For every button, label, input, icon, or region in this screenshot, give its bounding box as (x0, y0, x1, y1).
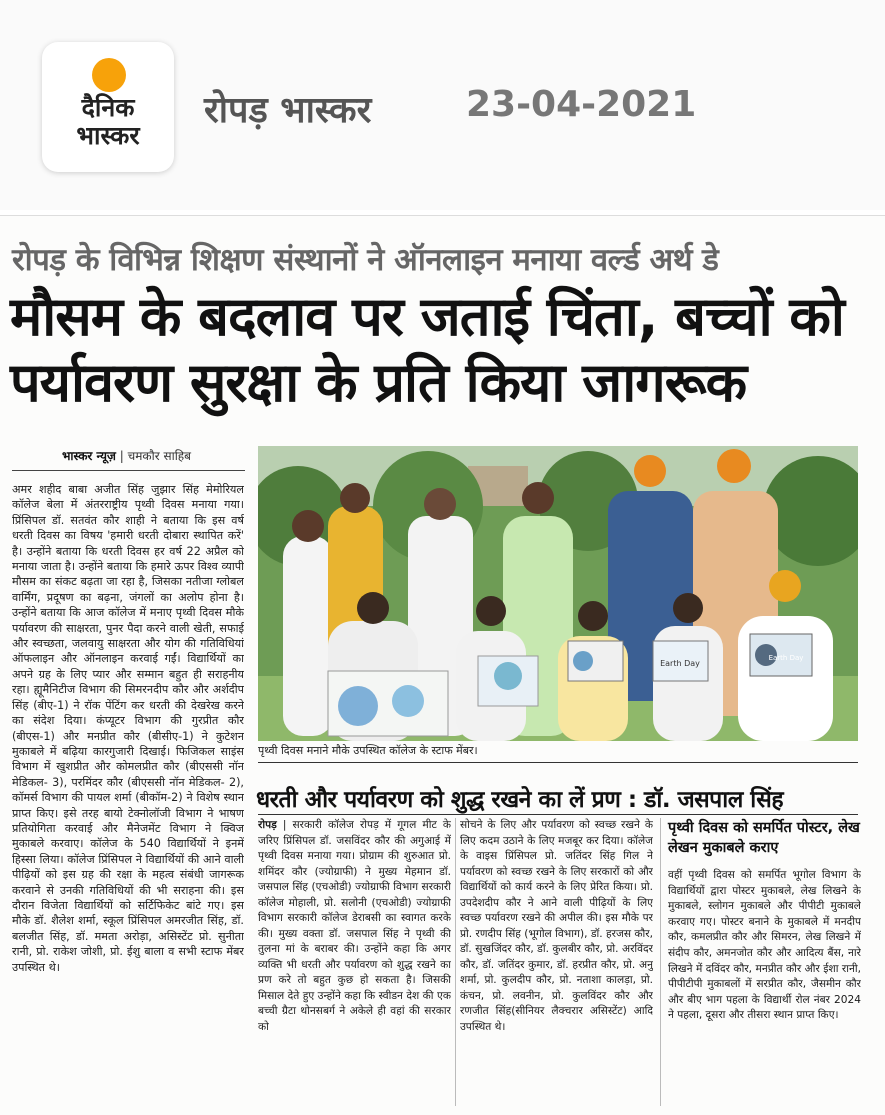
article-column-4: वहीं पृथ्वी दिवस को समर्पित भूगोल विभाग के विद्यार्थियों द्वारा पोस्टर मुकाबले, लेख लिखने के मुकाबले, स्लोगन मुकाबले और पीपीटी मुकाबले करवाए गए। पोस्टर बनाने के मुकाबले में मनदीप कौर, कमलप्रीत कौर और सिमरन, लेख लिखने में संदीप कौर, अमनजोत कौर और आदित्य बैंस, नारे लिखने में दविंदर कौर, मनप्रीत कौर और ईशा रानी, पीपीटीपी मुकाबलों में सरप्रीत कौर, जैसमीन कौर और बीए भाग पहला के विद्यार्थी रोल नंबर 2024 ने पहला, दूसरा और तीसरा स्थान प्राप्त किए। (668, 869, 861, 1022)
side-article-title: पृथ्वी दिवस को समर्पित पोस्टर, लेख लेखन मुकाबले कराए (668, 820, 860, 856)
byline-place: चमकौर साहिब (127, 449, 192, 463)
group-photo-illustration (258, 446, 858, 741)
logo-line-1: दैनिक (81, 93, 135, 122)
edition-date: 23-04-2021 (466, 84, 697, 125)
logo-line-2: भास्कर (76, 121, 140, 150)
divider (12, 470, 245, 471)
poster-text: Earth Day (768, 654, 804, 662)
byline (62, 447, 191, 464)
article-column-2-text: सरकारी कॉलेज रोपड़ में गूगल मीट के जरिए प्रिंसिपल डॉ. जसविंदर कौर की अगुआई में पृथ्वी दिवस मनाया गया। प्रोग्राम की शुरुआत प्रो. शमिंदर कौर (ज्योग्राफी) ने मुख्य मेहमान डॉ. जसपाल सिंह (एचओडी) ज्योग्राफी विभाग सरकारी कॉलेज मोहाली, प्रो. सलोनी (एचओडी) ज्योग्राफी विभाग सरकारी कॉलेज डेराबसी का स्वागत करके की। मुख्य वक्ता डॉ. जसपाल सिंह ने पृथ्वी की तुलना मां के बराबर की। उन्होंने कहा कि अगर व्यक्ति भी धरती और पर्यावरण को शुद्ध रखने का प्रण करे तो बहुत कुछ हो सकता है। जिसकी मिसाल देते हुए उन्होंने कहा कि स्वीडन देश की एक बच्ची ग्रैटा थोनसबर्ग ने अकेले ही वहां की सरकार को (258, 819, 451, 1033)
divider (258, 762, 858, 763)
article-headline: मौसम के बदलाव पर जताई चिंता, बच्चों को पर्यावरण सुरक्षा के प्रति किया जागरूक (10, 285, 844, 414)
newspaper-logo[interactable] (42, 42, 174, 172)
column-divider (660, 818, 661, 1106)
edition-title: रोपड़ भास्कर (204, 90, 372, 131)
poster-text: Earth Day (660, 659, 700, 668)
article-kicker: रोपड़ के विभिन्न शिक्षण संस्थानों ने ऑनलाइन मनाया वर्ल्ड अर्थ डे (12, 242, 719, 278)
article-column-3: सोचने के लिए और पर्यावरण को स्वच्छ रखने के लिए कदम उठाने के लिए मजबूर कर दिया। कॉलेज के वाइस प्रिंसिपल प्रो. जतिंदर सिंह गिल ने पर्यावरण को स्वच्छ रखने के लिए सरकारों को और विद्यार्थियों को कार्य करने के लिए प्रेरित किया। प्रो. उपदेशदीप कौर ने आने वाली पीढ़ियों के लिए स्वच्छ पर्यावरण रखने की अपील की। इस मौके पर प्रो. रणदीप सिंह (भूगोल विभाग), डॉ. हरजस कौर, डॉ. सुखजिंदर कौर, डॉ. कुलबीर कौर, प्रो. अरविंदर कौर, डॉ. जतिंदर कुमार, डॉ. हरप्रीत कौर, प्रो. अनु शर्मा, प्रो. कुलदीप कौर, प्रो. नताशा कालड़ा, प्रो. कंचन, प्रो. लवनीन, प्रो. कुलविंदर कौर और रणजीत सिंह(सीनियर लैक्चरार असिस्टेंट) आदि उपस्थित थे। (460, 819, 653, 1033)
byline-separator: | (119, 449, 124, 463)
group-photo (258, 446, 858, 741)
adjacent-column-fragment (872, 818, 885, 1108)
sub-article-headline: धरती और पर्यावरण को शुद्ध रखने का लें प्रण : डॉ. जसपाल सिंह (256, 787, 784, 813)
byline-source: भास्कर न्यूज़ (62, 449, 116, 463)
divider (258, 814, 858, 815)
column-divider (455, 818, 456, 1106)
article-column-2: रोपड़ | सरकारी कॉलेज रोपड़ में गूगल मीट के जरिए प्रिंसिपल डॉ. जसविंदर कौर की अगुआई में पृथ्वी दिवस मनाया गया। प्रोग्राम की शुरुआत प्रो. शमिंदर कौर (ज्योग्राफी) ने मुख्य मेहमान डॉ. जसपाल सिंह (एचओडी) ज्योग्राफी विभाग सरकारी कॉलेज मोहाली, प्रो. सलोनी (एचओडी) ज्योग्राफी विभाग सरकारी कॉलेज डेराबसी का स्वागत करके की। मुख्य वक्ता डॉ. जसपाल सिंह ने पृथ्वी की तुलना मां के बराबर की। उन्होंने कहा कि अगर व्यक्ति भी धरती और पर्यावरण को शुद्ध रखने का प्रण करे तो बहुत कुछ हो सकता है। जिसकी मिसाल देते हुए उन्होंने कहा कि स्वीडन देश की एक बच्ची ग्रैटा थोनसबर्ग ने अकेले ही वहां की सरकार को (258, 819, 451, 1033)
article-column-1: अमर शहीद बाबा अजीत सिंह जुझार सिंह मेमोरियल कॉलेज बेला में अंतरराष्ट्रीय पृथ्वी दिवस मनाया गया। प्रिंसिपल डॉ. सतवंत कौर शाही ने बताया कि इस वर्ष धरती दिवस का विषय 'हमारी धरती दोबारा स्थापित करें' है। उन्होंने बताया कि धरती दिवस हर वर्ष 22 अप्रैल को मनाया जाता है। उन्होंने बताया कि हमारे ऊपर विश्व व्यापी मौसम का संकट बढ़ता जा रहा है, जिसका नतीजा ग्लोबल वार्मिंग, प्रदूषण का बढ़ना, जंगलों का अलोप होना है। उन्होंने बताया कि आज कॉलेज में मनाए पृथ्वी दिवस मौके पर्यावरण की साक्षरता, पुनर पैदा करने वाली खेती, सफाई और स्वच्छता, जलवायु साक्षरता और योग की गतिविधियां ऑफलाइन और ऑनलाइन करवाई गईं। विद्यार्थियों का अपने ग्रह के लिए प्यार और सम्मान बहुत ही सराहनीय रहा। ह्यूमैनिटीज विभाग की सिमरनदीप कौर और अर्शदीप सिंह (बीए-1) ने रॉक पेंटिंग कर धरती की देखरेख करने का संदेश दिया। कंप्यूटर विभाग की गुरप्रीत कौर (बीएस-1) और मनप्रीत कौर (बीसीए-1) ने कुटेशन मुकाबले में बढ़िया कारगुजारी दिखाई। फिजिकल साइंस विभाग में खुशप्रीत और कोमलप्रीत कौर (बीएससी नॉन मेडिकल- 3), परमिंदर कौर (बीएससी नॉन मेडिकल- 2), कॉमर्स विभाग की पायल शर्मा (बीकॉम-2) ने विशेष स्थान प्राप्त किए। इसे तरह बायो टेक्नोलॉजी विभाग ने भाषण प्रतियोगिता करवाई और मैनेजमेंट विभाग ने क्विज मुकाबले करवाए। कॉलेज के 540 विद्यार्थियों ने इनमें हिस्सा लिया। कॉलेज प्रिंसिपल ने विद्यार्थियों की आने वाली पीढ़ियों को इस ग्रह की रक्षा के महत्व संबंधी जागरूक करवाने से उनकी गतिविधियों की भी सराहना की। इस दौरान विजेता विद्यार्थियों को सर्टिफिकेट बांटे गए। इस मौके डॉ. शैलेश शर्मा, स्कूल प्रिंसिपल अमरजीत सिंह, डॉ. बलजीत सिंह, डॉ. ममता अरोड़ा, असिस्टेंट प्रो. सुनीता रानी, प्रो. राकेश जोशी, प्रो. ईशु बाला व सभी स्टाफ मेंबर उपस्थित थे। (12, 483, 244, 974)
dateline: रोपड़ (258, 819, 277, 831)
masthead (0, 0, 885, 210)
divider (0, 215, 885, 216)
sun-icon (92, 58, 126, 92)
photo-caption: पृथ्वी दिवस मनाने मौके उपस्थित कॉलेज के स्टाफ मेंबर। (258, 744, 478, 757)
